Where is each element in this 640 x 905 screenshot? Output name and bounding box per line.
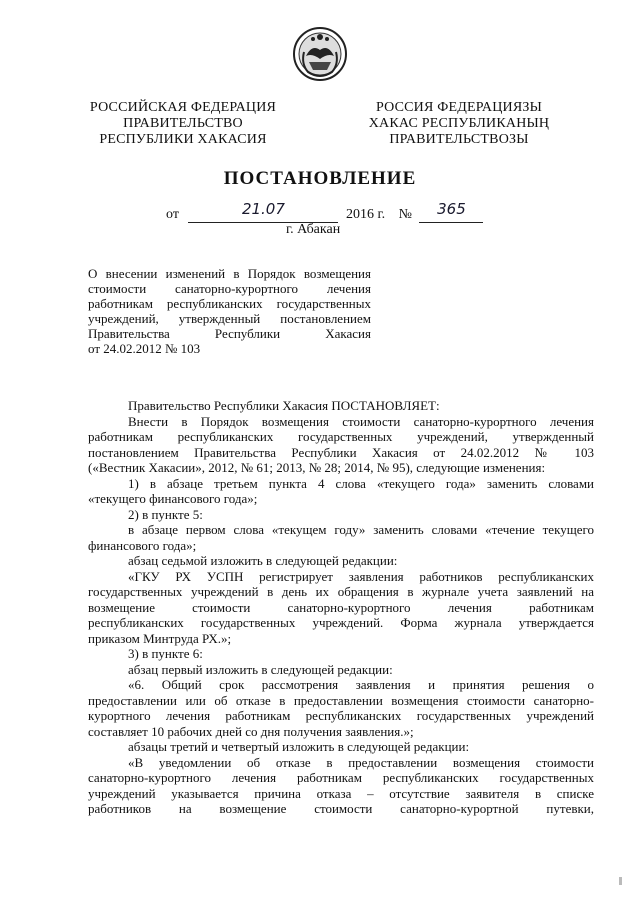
body-line: курортного лечения работникам республиканских государственных учреждений (88, 708, 594, 723)
subject-line: стоимости санаторно-курортного лечения (88, 281, 371, 296)
body-line: составляет 10 рабочих дней со дня получения заявления.»; (88, 723, 414, 739)
date-prefix: от (166, 207, 179, 222)
handwritten-number: 365 (437, 200, 466, 218)
coat-of-arms-emblem (292, 26, 348, 82)
document-body (88, 398, 594, 817)
header-right-line: ПРАВИТЕЛЬСТВОЗЫ (389, 132, 529, 147)
header-right-block (364, 100, 554, 148)
body-line: постановлением Правительства Республики Хакасия от 24.02.2012 № 103 (88, 444, 594, 460)
subject-line: О внесении изменений в Порядок возмещения (88, 266, 371, 281)
body-line: 2) в пункте 5: (128, 506, 203, 522)
body-line: Внести в Порядок возмещения стоимости санаторно-курортного лечения (128, 413, 594, 429)
document-title: ПОСТАНОВЛЕНИЕ (223, 168, 417, 189)
body-line: работников на возмещение стоимости санаторно-курортной путевки, (88, 801, 594, 816)
subject-line: работникам республиканских государственных (88, 296, 371, 311)
body-line: «В уведомлении об отказе в предоставлении возмещения стоимости (128, 754, 594, 770)
body-line: приказом Минтруда РХ.»; (88, 630, 232, 646)
body-line: республиканских государственных учреждений. Форма журнала утверждается (88, 615, 594, 630)
header-right-line: ХАКАС РЕСПУБЛИКАНЫҢ (368, 116, 550, 131)
body-line: «текущего финансового года»; (88, 491, 258, 506)
header-left-line: РЕСПУБЛИКИ ХАКАСИЯ (99, 132, 267, 147)
header-left-block (88, 100, 278, 148)
scan-artifact (619, 877, 622, 885)
body-line: финансового года»; (88, 537, 197, 553)
body-line: «ГКУ РХ УСПН регистрирует заявления работников республиканских (128, 568, 594, 584)
body-line: абзацы третий и четвертый изложить в следующей редакции: (128, 739, 470, 754)
body-line: учреждений указывается причина отказа – отсутствие заявителя в списке (88, 785, 594, 801)
body-line: 1) в абзаце третьем пункта 4 слова «текущего года» заменить словами (128, 475, 594, 491)
date-number-line (166, 200, 483, 223)
header-right-line: РОССИЯ ФЕДЕРАЦИЯЗЫ (375, 100, 543, 115)
header-left-line: РОССИЙСКАЯ ФЕДЕРАЦИЯ (89, 100, 277, 115)
body-line: в абзаце первом слова «текущем году» заменить словами «течение текущего (128, 522, 594, 537)
body-line: санаторно-курортного лечения работникам республиканских государственных (88, 770, 594, 785)
body-line: возмещение стоимости санаторно-курортного лечения работникам (88, 599, 594, 615)
body-line: государственных учреждений в день их обращения в журнале учета заявлений на (88, 584, 594, 599)
header-left-line: ПРАВИТЕЛЬСТВО (123, 116, 243, 131)
number-prefix: № (398, 207, 412, 222)
number-field (419, 200, 483, 223)
handwritten-date: 21.07 (241, 200, 285, 218)
subject-line: учреждений, утвержденный постановлением (88, 311, 371, 326)
body-line: работникам республиканских государственных учреждений, утвержденный (88, 429, 594, 444)
body-line: предоставлении или об отказе в предоставлении возмещения стоимости санаторно- (88, 692, 594, 708)
body-line: «6. Общий срок рассмотрения заявления и принятия решения о (128, 677, 594, 692)
subject-block (88, 266, 371, 356)
date-field (188, 200, 338, 223)
body-line: абзац седьмой изложить в следующей редакции: (128, 553, 398, 568)
subject-line: от 24.02.2012 № 103 (88, 341, 201, 356)
subject-line: Правительства Республики Хакасия (88, 326, 371, 341)
body-line: Правительство Республики Хакасия ПОСТАНОВЛЯЕТ: (128, 398, 440, 413)
body-line: абзац первый изложить в следующей редакции: (128, 661, 393, 677)
body-line: («Вестник Хакасии», 2012, № 61; 2013, № 28; 2014, № 95), следующие изменения: (88, 460, 546, 475)
year-label: 2016 г. (345, 207, 386, 222)
city-label: г. Абакан (286, 222, 341, 237)
body-line: 3) в пункте 6: (128, 646, 203, 661)
